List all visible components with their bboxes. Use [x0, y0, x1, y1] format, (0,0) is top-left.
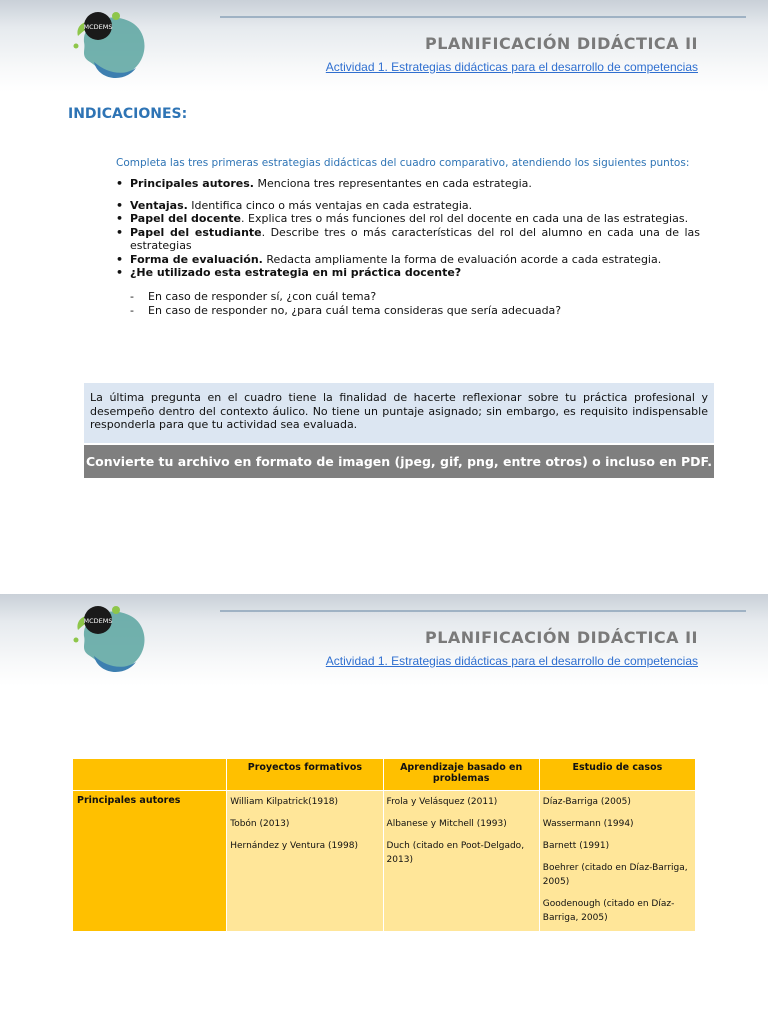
header-rule	[220, 610, 746, 612]
section-heading: INDICACIONES:	[68, 106, 188, 122]
list-item: • Papel del docente. Explica tres o más funciones del rol del docente en cada una de las estrategias.	[116, 212, 700, 226]
author-entry: Frola y Velásquez (2011)	[386, 797, 498, 807]
list-item: • Papel del estudiante. Describe tres o más características del rol del alumno en cada una de las estrategias	[116, 226, 700, 253]
table-header-row	[73, 759, 696, 791]
author-entry: Boehrer (citado en Díaz-Barriga, 2005)	[542, 863, 688, 887]
author-entry: Tobón (2013)	[230, 819, 290, 829]
author-entry: William Kilpatrick(1918)	[230, 797, 339, 807]
list-item: • ¿He utilizado esta estrategia en mi práctica docente?	[116, 266, 700, 280]
document-page-2	[0, 594, 768, 1024]
list-item: • Forma de evaluación. Redacta ampliamente la forma de evaluación acorde a cada estrategia.	[116, 253, 700, 267]
table-row	[73, 791, 696, 932]
list-item: • Principales autores. Menciona tres representantes en cada estrategia.	[116, 177, 700, 191]
table-cell	[227, 791, 383, 932]
table-cell	[539, 791, 695, 932]
author-entry: Duch (citado en Poot-Delgado, 2013)	[386, 841, 525, 865]
list-item: - En caso de responder no, ¿para cuál tema consideras que sería adecuada?	[130, 304, 561, 318]
row-header: Principales autores	[73, 791, 227, 932]
activity-link[interactable]: Actividad 1. Estrategias didácticas para el desarrollo de competencias	[325, 60, 698, 74]
activity-link[interactable]: Actividad 1. Estrategias didácticas para el desarrollo de competencias	[325, 654, 698, 668]
list-item: - En caso de responder sí, ¿con cuál tema?	[130, 290, 561, 304]
header-title: PLANIFICACIÓN DIDÁCTICA II	[424, 34, 698, 53]
page-gap	[0, 560, 768, 594]
mcdems-logo	[64, 2, 152, 86]
list-item: • Ventajas. Identifica cinco o más ventajas en cada estrategia.	[116, 199, 700, 213]
column-header: Estudio de casos	[539, 759, 695, 791]
instruction-list	[116, 177, 700, 280]
author-entry: Wassermann (1994)	[542, 819, 634, 829]
column-header: Proyectos formativos	[227, 759, 383, 791]
author-entry: Hernández y Ventura (1998)	[230, 841, 358, 851]
table-cell	[383, 791, 539, 932]
sub-question-list	[130, 290, 561, 318]
note-box: La última pregunta en el cuadro tiene la finalidad de hacerte reflexionar sobre tu práctica profesional y desempeño dentro del contexto áulico. No tiene un puntaje asignado; sin embargo, es requisito indispensable responderla para que tu actividad sea evaluada.	[84, 383, 714, 443]
author-entry: Díaz-Barriga (2005)	[542, 797, 631, 807]
table-corner-cell	[73, 759, 227, 791]
mcdems-logo	[64, 596, 152, 680]
comparison-table	[72, 758, 696, 932]
author-entry: Goodenough (citado en Díaz-Barriga, 2005)	[542, 899, 675, 923]
convert-notice: Convierte tu archivo en formato de imagen (jpeg, gif, png, entre otros) o incluso en PDF.	[84, 445, 714, 478]
intro-text: Completa las tres primeras estrategias didácticas del cuadro comparativo, atendiendo los siguientes puntos:	[116, 157, 690, 169]
page-header	[0, 594, 768, 686]
svg-text:MCDEMS: MCDEMS	[83, 617, 113, 625]
svg-text:MCDEMS: MCDEMS	[83, 23, 113, 31]
header-title: PLANIFICACIÓN DIDÁCTICA II	[424, 628, 698, 647]
author-entry: Barnett (1991)	[542, 841, 610, 851]
author-entry: Albanese y Mitchell (1993)	[386, 819, 507, 829]
page-header	[0, 0, 768, 92]
header-rule	[220, 16, 746, 18]
column-header: Aprendizaje basado en problemas	[383, 759, 539, 791]
